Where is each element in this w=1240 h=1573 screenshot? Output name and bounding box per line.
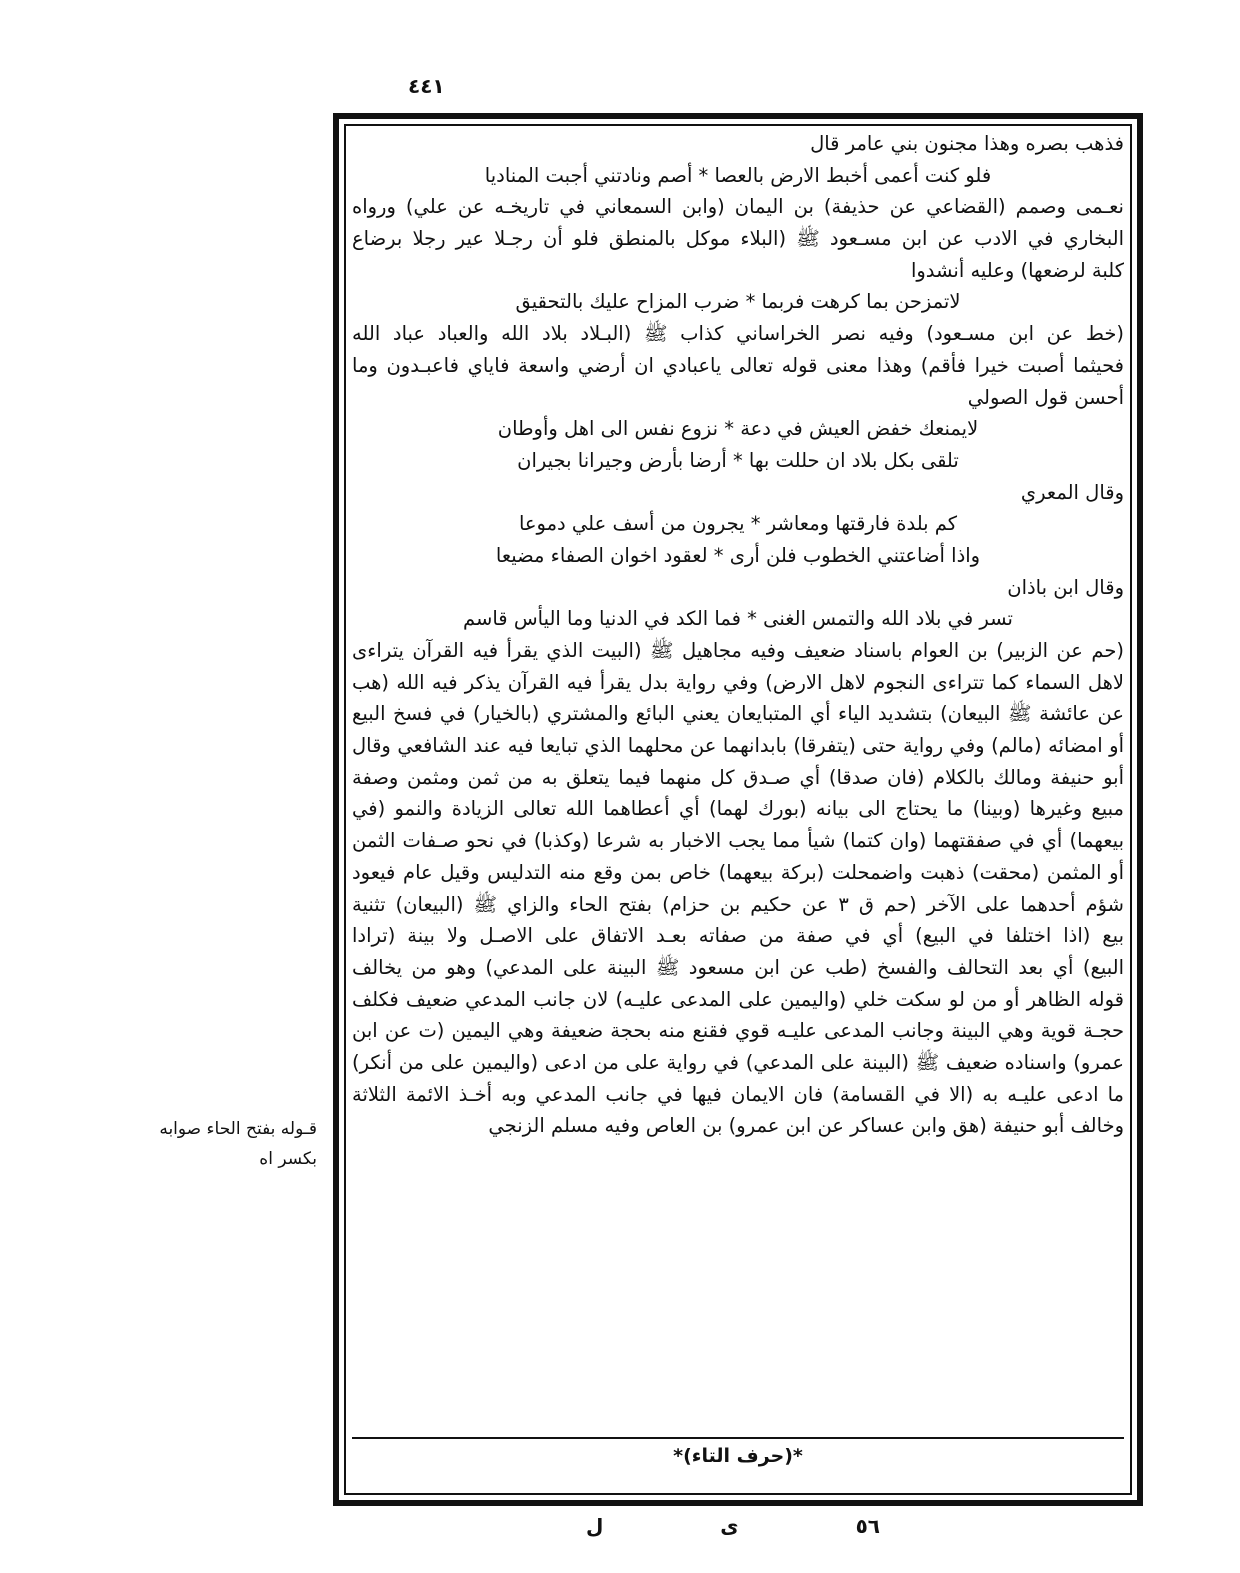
main-text-block (352, 128, 1124, 1424)
signature-mark: ل (585, 1514, 604, 1538)
text-line: بيعهما) أي في صفقتهما (وان كتما) شيأ مما يجب الاخبار به شرعا (وكذبا) في نحو صـفات الثمن (352, 829, 1124, 853)
poetry-verse: لايمنعك خفض العيش في دعة * نزوع نفس الى اهل وأوطان (497, 417, 979, 441)
section-divider (352, 1437, 1124, 1439)
poetry-verse: تسر في بلاد الله والتمس الغنى * فما الكد في الدنيا وما اليأس قاسم (463, 607, 1013, 631)
text-line: عن عائشة ﷺ البيعان) بتشديد الياء أي المتبايعان يعني البائع والمشتري (بالخيار) في فسخ البيع (352, 702, 1124, 726)
margin-note-line: بكسر اه (259, 1149, 317, 1169)
text-line: أو المثمن (محقت) ذهبت واضمحلت (بركة بيعهما) خاص بمن وقع منه التدليس وقيل عام فيعود (352, 860, 1124, 884)
text-line: (حم عن الزبير) بن العوام باسناد ضعيف وفيه مجاهيل ﷺ (البيت الذي يقرأ فيه القرآن يتراءى (352, 639, 1124, 662)
poetry-verse: تلقى بكل بلاد ان حللت بها * أرضا بأرض وجيرانا بجيران (517, 448, 959, 472)
page-number: ٤٤١ (408, 74, 445, 98)
text-line: فذهب بصره وهذا مجنون بني عامر قال (810, 132, 1124, 155)
text-line: بيع (اذا اختلفا في البيع) أي في صفة من صفاته بعـد الاتفاق على الاصـل ولا بينة (ترادا (352, 924, 1124, 948)
signature-mark: ٥٦ (855, 1514, 880, 1538)
margin-note-line: قـوله بفتح الحاء صوابه (159, 1119, 317, 1139)
poetry-verse: لاتمزحن بما كرهت فربما * ضرب المزاح عليك بالتحقيق (515, 290, 961, 314)
text-line: أو امضائه (مالم) وفي رواية حتى (يتفرقا) بابدانهما عن محلهما الذي تبايعا فيه عند الشافعي وقال (352, 734, 1124, 758)
poetry-verse: فلو كنت أعمى أخبط الارض بالعصا * أصم ونادتني أجبت المناديا (484, 163, 992, 187)
signature-mark: ى (720, 1514, 739, 1538)
poetry-verse: كم بلدة فارقتها ومعاشر * يجرون من أسف علي دموعا (518, 512, 958, 536)
text-line: عمرو) واسناده ضعيف ﷺ (البينة على المدعي) في رواية على من ادعى (واليمين على من أنكر) (352, 1050, 1124, 1074)
text-line: نعـمى وصمم (القضاعي عن حذيفة) بن اليمان (وابن السمعاني في تاريخـه عن علي) ورواه (352, 195, 1124, 219)
text-line: شؤم أحدهما على الآخر (حم ق ٣ عن حكيم بن حزام) بفتح الحاء والزاي ﷺ (البيعان) تثنية (352, 892, 1124, 916)
text-line: ما ادعى عليـه به (الا في القسامة) فان الايمان فيها في جانب المدعي وبه أخـذ الائمة الثلاثة (352, 1082, 1124, 1106)
text-line: مبيع وغيرها (وبينا) ما يحتاج الى بيانه (بورك لهما) أي أعطاهما الله تعالى الزيادة والنمو (في (352, 797, 1124, 821)
text-line: وخالف أبو حنيفة (هق وابن عساكر عن ابن عمرو) بن العاص وفيه مسلم الزنجي (488, 1114, 1124, 1138)
margin-note (112, 1114, 317, 1174)
text-line: قوله الظاهر أو من لو سكت خلي (واليمين على المدعى عليـه) لان جانب المدعي ضعيف فكلف (352, 987, 1124, 1011)
text-line: لاهل السماء كما تتراءى النجوم لاهل الارض) وفي رواية بدل يقرأ فيه القرآن يذكر فيه الله (هب (352, 670, 1124, 694)
text-line: وقال المعري (1020, 480, 1124, 504)
text-line: أحسن قول الصولي (967, 385, 1124, 409)
footer-signature-marks (560, 1514, 880, 1538)
text-line: وقال ابن باذان (1007, 575, 1124, 599)
text-line: كلبة لرضعها) وعليه أنشدوا (910, 258, 1124, 282)
text-line: (خط عن ابن مسـعود) وفيه نصر الخراساني كذاب ﷺ (البـلاد بلاد الله والعباد عباد الله (352, 322, 1124, 346)
text-line: حجـة قوية وهي البينة وجانب المدعى عليـه قوي فقنع منه بحجة ضعيفة وهي اليمين (ت عن ابن (352, 1019, 1124, 1043)
section-heading: *(حرف التاء)* (673, 1445, 803, 1467)
text-line: البخاري في الادب عن ابن مسـعود ﷺ (البلاء موكل بالمنطق فلو أن رجـلا عير رجلا برضاع (352, 227, 1124, 251)
text-line: فحيثما أصبت خيرا فأقم) وهذا معنى قوله تعالى ياعبادي ان أرضي واسعة فاياي فاعبـدون وما (352, 353, 1124, 377)
poetry-verse: واذا أضاعتني الخطوب فلن أرى * لعقود اخوان الصفاء مضيعا (495, 543, 981, 567)
text-line: البيع) أي بعد التحالف والفسخ (طب عن ابن مسعود ﷺ البينة على المدعي) وهو من يخالف (352, 955, 1124, 979)
text-line: أبو حنيفة ومالك بالكلام (فان صدقا) أي صـدق كل منهما فيما يتعلق به من ثمن ومثمن وصفة (352, 765, 1124, 789)
